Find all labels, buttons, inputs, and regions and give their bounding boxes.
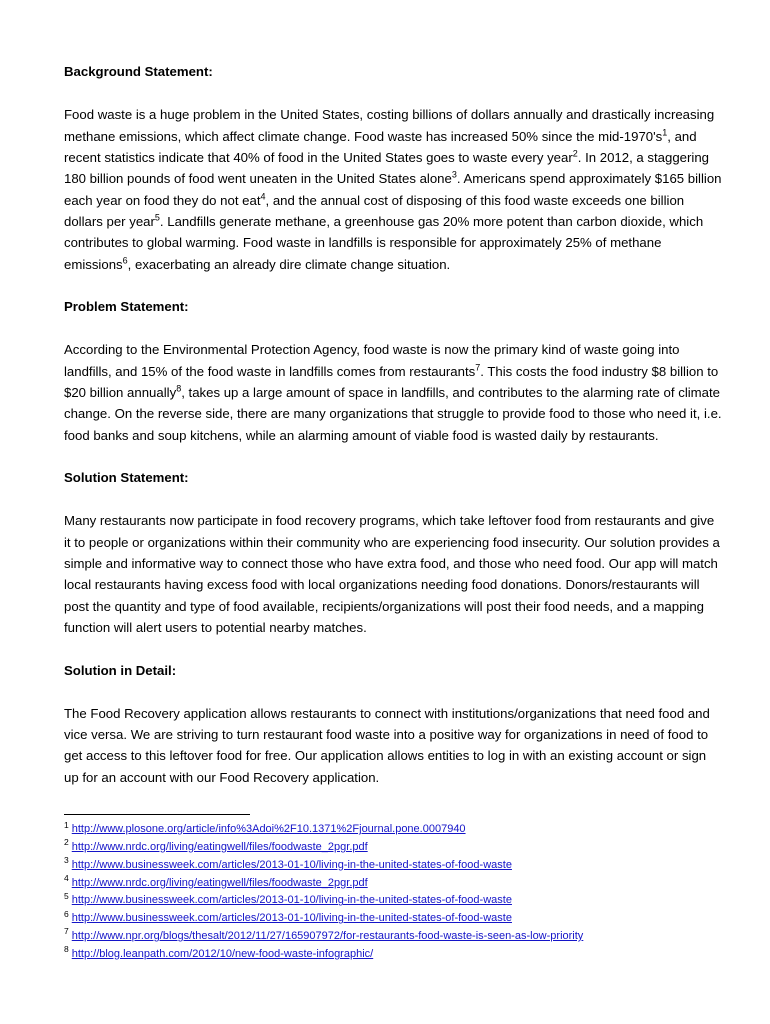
footnote-number: 7 bbox=[64, 926, 69, 937]
footnote-separator bbox=[64, 814, 250, 815]
section-heading-solution-detail: Solution in Detail: bbox=[64, 662, 177, 678]
footnote-number: 5 bbox=[64, 890, 69, 901]
section-heading-problem: Problem Statement: bbox=[64, 299, 189, 315]
spacer bbox=[64, 680, 722, 703]
spacer bbox=[64, 639, 722, 661]
document-body bbox=[64, 62, 722, 964]
footnote-link[interactable]: http://www.nrdc.org/living/eatingwell/files/foodwaste_2pgr.pdf bbox=[71, 876, 368, 889]
footnote-number: 2 bbox=[64, 837, 69, 848]
spacer bbox=[64, 446, 722, 468]
section-paragraph-solution-detail: The Food Recovery application allows restaurants to connect with institutions/organizations that need food and vice versa. We are striving to turn restaurant food waste into a positive way for organizations in need of food to get access to this leftover food for free. Our application allows entities to log in with an existing account or sign up for an account with our Food Recovery application. bbox=[64, 705, 710, 785]
footnote-item bbox=[64, 872, 722, 893]
footnote-item bbox=[64, 839, 722, 857]
spacer bbox=[64, 316, 722, 339]
section-paragraph-solution: Many restaurants now participate in food recovery programs, which take leftover food from restaurants and give it to people or organizations within their community who are experiencing food insecurity. Our solution provides a simple and informative way to connect those who have extra food, and those who need food. Our app will match local restaurants having excess food with local organizations needing food donations. Donors/restaurants will post the quantity and type of food available, recipients/organizations will post their food needs, and a mapping function will alert users to potential nearby matches. bbox=[64, 513, 720, 636]
footnote-number: 3 bbox=[64, 855, 69, 866]
section-paragraph-problem: According to the Environmental Protection Agency, food waste is now the primary kind of waste going into landfills, and 15% of the food waste in landfills comes from restaurants$^7$. This costs the food industry $8 billion to $20 billion annually$^8$, takes up a large amount of space in landfills, and contributes to the alarming rate of climate change. On the reverse side, there are many organizations that struggle to provide food to those who need it, i.e. food banks and soup kitchens, while an alarming amount of viable food is wasted daily by restaurants. bbox=[64, 342, 722, 443]
footnote-area bbox=[64, 814, 722, 964]
footnote-link[interactable]: http://www.plosone.org/article/info%3Adoi%2F10.1371%2Fjournal.pone.0007940 bbox=[71, 823, 466, 836]
section-heading-solution: Solution Statement: bbox=[64, 470, 189, 486]
footnote-item bbox=[64, 946, 722, 964]
footnote-number: 6 bbox=[64, 908, 69, 919]
spacer bbox=[64, 275, 722, 297]
section-paragraph-background: Food waste is a huge problem in the United States, costing billions of dollars annually and drastically increasing methane emissions, which affect climate change. Food waste has increased 50% since the mid-$1970's^1$, and recent statistics indicate that 40% of food in the United States goes to waste every year$^2$. In 2012, a staggering 180 billion pounds of food went uneaten in the United States alone$^3$. Americans spend approximately $165 billion each year on food they do not eat$^4$, and the annual cost of disposing of this food waste exceeds one billion dollars per year$^5$. Landfills generate methane, a greenhouse gas 20% more potent than carbon dioxide, which contributes to global warming. Food waste in landfills is responsible for approximately 25% of methane emissions$^6$, exacerbating an already dire climate change situation. bbox=[64, 107, 722, 272]
footnote-link[interactable]: http://www.businessweek.com/articles/2013-01-10/living-in-the-united-states-of-food-waste bbox=[71, 858, 512, 871]
footnote-item bbox=[64, 910, 722, 928]
footnote-list bbox=[64, 821, 722, 964]
footnote-link[interactable]: http://www.nrdc.org/living/eatingwell/files/foodwaste_2pgr.pdf bbox=[71, 841, 368, 853]
footnote-item bbox=[64, 821, 722, 839]
footnote-link[interactable]: http://www.businessweek.com/articles/2013-01-10/living-in-the-united-states-of-food-waste bbox=[71, 912, 512, 925]
footnote-number: 4 bbox=[64, 872, 69, 883]
section-heading-background: Background Statement: bbox=[64, 64, 213, 79]
footnote-item bbox=[64, 892, 722, 910]
footnote-item bbox=[64, 857, 722, 875]
footnote-number: 1 bbox=[64, 819, 69, 830]
footnote-link[interactable]: http://www.businessweek.com/articles/2013-01-10/living-in-the-united-states-of-food-waste bbox=[71, 894, 512, 907]
spacer bbox=[64, 487, 722, 510]
footnote-number: 8 bbox=[64, 944, 69, 955]
footnote-link[interactable]: http://blog.leanpath.com/2012/10/new-food-waste-infographic/ bbox=[71, 947, 374, 960]
footnote-link[interactable]: http://www.npr.org/blogs/thesalt/2012/11/27/165907972/for-restaurants-food-waste-is-seen-as-low-priority bbox=[71, 930, 584, 943]
footnote-item bbox=[64, 928, 722, 946]
spacer bbox=[64, 81, 722, 104]
